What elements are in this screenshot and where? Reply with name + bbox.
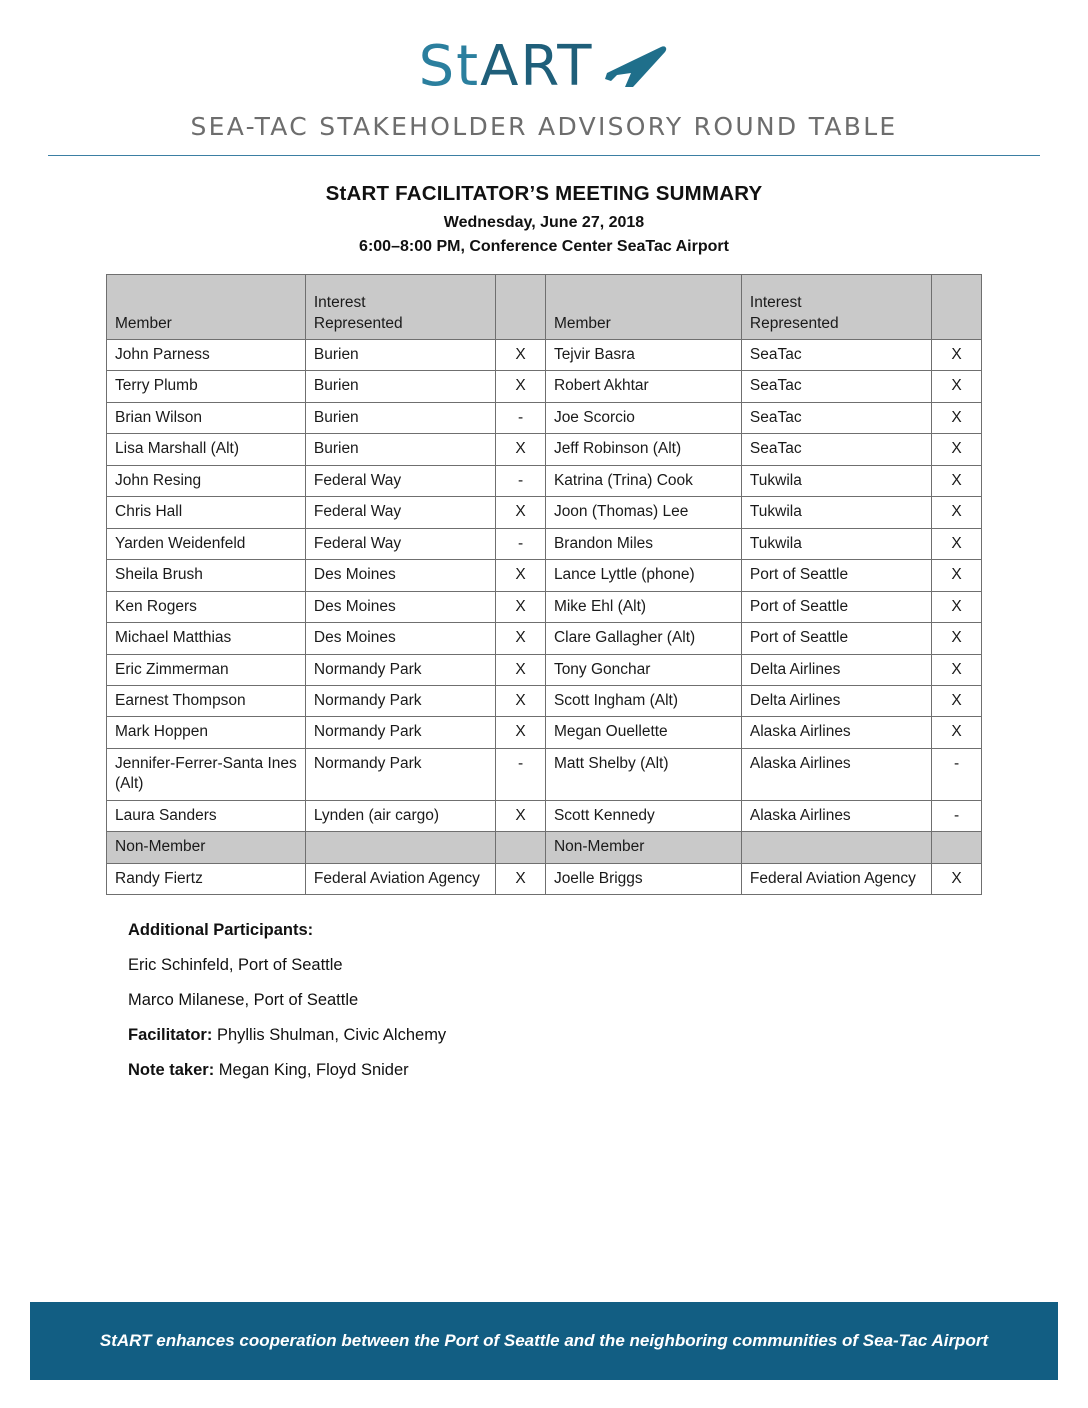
footer-text: StART enhances cooperation between the Port of Seattle and the neighboring communities of Sea-Tac Airport: [99, 1331, 989, 1350]
cell-interest-right: Alaska Airlines: [741, 717, 931, 748]
cell-member-right: Tejvir Basra: [545, 340, 741, 371]
cell-attend-left: X: [496, 497, 546, 528]
cell-member-right: Joelle Briggs: [545, 863, 741, 894]
table-header: [107, 275, 982, 340]
cell-attend-right: X: [932, 528, 982, 559]
cell-attend-left: X: [496, 800, 546, 831]
cell-interest-right: SeaTac: [741, 434, 931, 465]
cell-interest-left: Lynden (air cargo): [305, 800, 495, 831]
cell-member-right: Joe Scorcio: [545, 402, 741, 433]
table-row: [107, 340, 982, 371]
table-body: [107, 340, 982, 895]
cell-interest-right: Tukwila: [741, 497, 931, 528]
table-row: [107, 800, 982, 831]
additional-participants: [128, 921, 1088, 1080]
cell-member-right: Joon (Thomas) Lee: [545, 497, 741, 528]
nonmember-label-right: Non-Member: [545, 832, 741, 863]
cell-member-left: Chris Hall: [107, 497, 306, 528]
cell-attend-right: X: [932, 717, 982, 748]
cell-attend-right: -: [932, 748, 982, 800]
cell-attend-left: X: [496, 340, 546, 371]
cell-member-left: Ken Rogers: [107, 591, 306, 622]
table-row: [107, 465, 982, 496]
cell-interest-left: Federal Aviation Agency: [305, 863, 495, 894]
header-interest-left-line1: Interest: [313, 294, 366, 312]
cell-interest-right: SeaTac: [741, 340, 931, 371]
cell-attend-right: X: [932, 654, 982, 685]
header-interest-right-line2: Represented: [749, 314, 839, 332]
table-row: [107, 434, 982, 465]
header-attend-left: [496, 275, 546, 340]
cell-interest-right: Tukwila: [741, 528, 931, 559]
table-row: [107, 748, 982, 800]
nonmember-blank-left-attend: [496, 832, 546, 863]
cell-attend-right: X: [932, 560, 982, 591]
cell-attend-right: -: [932, 800, 982, 831]
nonmember-blank-right-interest: [741, 832, 931, 863]
cell-member-left: Randy Fiertz: [107, 863, 306, 894]
logo: [0, 30, 1088, 102]
cell-attend-left: X: [496, 560, 546, 591]
header-interest-right: [741, 275, 931, 340]
cell-interest-right: Port of Seattle: [741, 623, 931, 654]
cell-attend-left: X: [496, 863, 546, 894]
cell-member-left: Sheila Brush: [107, 560, 306, 591]
cell-member-right: Megan Ouellette: [545, 717, 741, 748]
table-row: [107, 528, 982, 559]
cell-member-left: Mark Hoppen: [107, 717, 306, 748]
cell-interest-left: Federal Way: [305, 497, 495, 528]
cell-member-right: Brandon Miles: [545, 528, 741, 559]
cell-attend-left: X: [496, 623, 546, 654]
header-member-right: Member: [545, 275, 741, 340]
cell-attend-right: X: [932, 863, 982, 894]
cell-interest-right: Alaska Airlines: [741, 800, 931, 831]
cell-interest-left: Burien: [305, 340, 495, 371]
cell-interest-left: Burien: [305, 434, 495, 465]
facilitator-line: [128, 1026, 1088, 1045]
cell-attend-left: X: [496, 591, 546, 622]
table-row: [107, 717, 982, 748]
cell-attend-left: -: [496, 402, 546, 433]
cell-member-left: Eric Zimmerman: [107, 654, 306, 685]
cell-member-right: Jeff Robinson (Alt): [545, 434, 741, 465]
nonmember-label-left: Non-Member: [107, 832, 306, 863]
cell-member-left: Brian Wilson: [107, 402, 306, 433]
notetaker-value: Megan King, Floyd Snider: [214, 1061, 409, 1080]
cell-member-right: Scott Kennedy: [545, 800, 741, 831]
cell-attend-right: X: [932, 497, 982, 528]
cell-interest-left: Federal Way: [305, 465, 495, 496]
cell-member-left: Jennifer-Ferrer-Santa Ines (Alt): [107, 748, 306, 800]
cell-member-left: Laura Sanders: [107, 800, 306, 831]
airplane-icon: [603, 39, 669, 93]
cell-attend-left: X: [496, 717, 546, 748]
meeting-date: Wednesday, June 27, 2018: [443, 214, 645, 231]
cell-member-left: Michael Matthias: [107, 623, 306, 654]
cell-member-left: Earnest Thompson: [107, 685, 306, 716]
table-row: [107, 497, 982, 528]
cell-member-left: Lisa Marshall (Alt): [107, 434, 306, 465]
header-interest-left: [305, 275, 495, 340]
cell-member-left: John Resing: [107, 465, 306, 496]
header-subtitle: SEA-TAC STAKEHOLDER ADVISORY ROUND TABLE: [190, 112, 898, 141]
cell-attend-left: X: [496, 685, 546, 716]
cell-attend-left: X: [496, 654, 546, 685]
header-divider: [48, 155, 1040, 156]
cell-interest-left: Normandy Park: [305, 717, 495, 748]
cell-attend-right: X: [932, 340, 982, 371]
participant-item: Eric Schinfeld, Port of Seattle: [128, 956, 343, 975]
cell-member-right: Matt Shelby (Alt): [545, 748, 741, 800]
cell-attend-right: X: [932, 465, 982, 496]
cell-member-right: Katrina (Trina) Cook: [545, 465, 741, 496]
cell-interest-left: Des Moines: [305, 591, 495, 622]
cell-interest-right: Port of Seattle: [741, 591, 931, 622]
cell-interest-left: Burien: [305, 402, 495, 433]
table-header-row: [107, 275, 982, 340]
table-row: [107, 591, 982, 622]
cell-interest-left: Normandy Park: [305, 685, 495, 716]
cell-interest-right: Port of Seattle: [741, 560, 931, 591]
table-row: [107, 560, 982, 591]
cell-interest-left: Normandy Park: [305, 654, 495, 685]
cell-interest-right: Delta Airlines: [741, 654, 931, 685]
cell-interest-left: Normandy Park: [305, 748, 495, 800]
cell-attend-left: -: [496, 748, 546, 800]
cell-attend-right: X: [932, 591, 982, 622]
cell-attend-left: X: [496, 434, 546, 465]
table-row: [107, 402, 982, 433]
cell-member-right: Tony Gonchar: [545, 654, 741, 685]
header-interest-right-line1: Interest: [749, 294, 802, 312]
cell-attend-left: X: [496, 371, 546, 402]
cell-attend-left: -: [496, 528, 546, 559]
header-attend-right: [932, 275, 982, 340]
nonmember-blank-left-interest: [305, 832, 495, 863]
participant-item: Marco Milanese, Port of Seattle: [128, 991, 359, 1010]
cell-member-right: Clare Gallagher (Alt): [545, 623, 741, 654]
meeting-location: 6:00–8:00 PM, Conference Center SeaTac Airport: [359, 238, 729, 255]
cell-member-right: Mike Ehl (Alt): [545, 591, 741, 622]
attendance-table: [106, 274, 982, 895]
cell-interest-right: SeaTac: [741, 402, 931, 433]
footer-banner: [30, 1302, 1058, 1380]
facilitator-value: Phyllis Shulman, Civic Alchemy: [212, 1026, 447, 1045]
cell-attend-right: X: [932, 402, 982, 433]
table-row: [107, 371, 982, 402]
cell-interest-left: Federal Way: [305, 528, 495, 559]
cell-member-right: Lance Lyttle (phone): [545, 560, 741, 591]
logo-wordmark: [419, 34, 594, 99]
cell-attend-left: -: [496, 465, 546, 496]
cell-interest-right: SeaTac: [741, 371, 931, 402]
title-block: [0, 182, 1088, 256]
notetaker-label: Note taker:: [128, 1061, 215, 1080]
cell-interest-right: Alaska Airlines: [741, 748, 931, 800]
attendance-table-wrapper: [106, 274, 982, 895]
table-row: [107, 685, 982, 716]
nonmember-blank-right-attend: [932, 832, 982, 863]
cell-attend-right: X: [932, 623, 982, 654]
logo-wordmark-st: St: [418, 33, 481, 99]
cell-interest-left: Des Moines: [305, 623, 495, 654]
cell-interest-left: Des Moines: [305, 560, 495, 591]
cell-member-left: Yarden Weidenfeld: [107, 528, 306, 559]
facilitator-label: Facilitator:: [128, 1026, 213, 1045]
table-row: [107, 654, 982, 685]
cell-interest-left: Burien: [305, 371, 495, 402]
cell-member-left: Terry Plumb: [107, 371, 306, 402]
cell-member-left: John Parness: [107, 340, 306, 371]
table-row: [107, 863, 982, 894]
cell-attend-right: X: [932, 685, 982, 716]
cell-interest-right: Tukwila: [741, 465, 931, 496]
participants-heading: Additional Participants:: [128, 921, 314, 940]
cell-member-right: Robert Akhtar: [545, 371, 741, 402]
cell-interest-right: Delta Airlines: [741, 685, 931, 716]
document-header: [0, 0, 1088, 156]
cell-attend-right: X: [932, 434, 982, 465]
header-member-left: Member: [107, 275, 306, 340]
page-title: StART FACILITATOR’S MEETING SUMMARY: [325, 182, 763, 205]
logo-wordmark-art: ART: [480, 33, 594, 99]
table-row-nonmember-header: [107, 832, 982, 863]
notetaker-line: [128, 1061, 1088, 1080]
cell-attend-right: X: [932, 371, 982, 402]
cell-member-right: Scott Ingham (Alt): [545, 685, 741, 716]
cell-interest-right: Federal Aviation Agency: [741, 863, 931, 894]
table-row: [107, 623, 982, 654]
header-interest-left-line2: Represented: [313, 314, 403, 332]
